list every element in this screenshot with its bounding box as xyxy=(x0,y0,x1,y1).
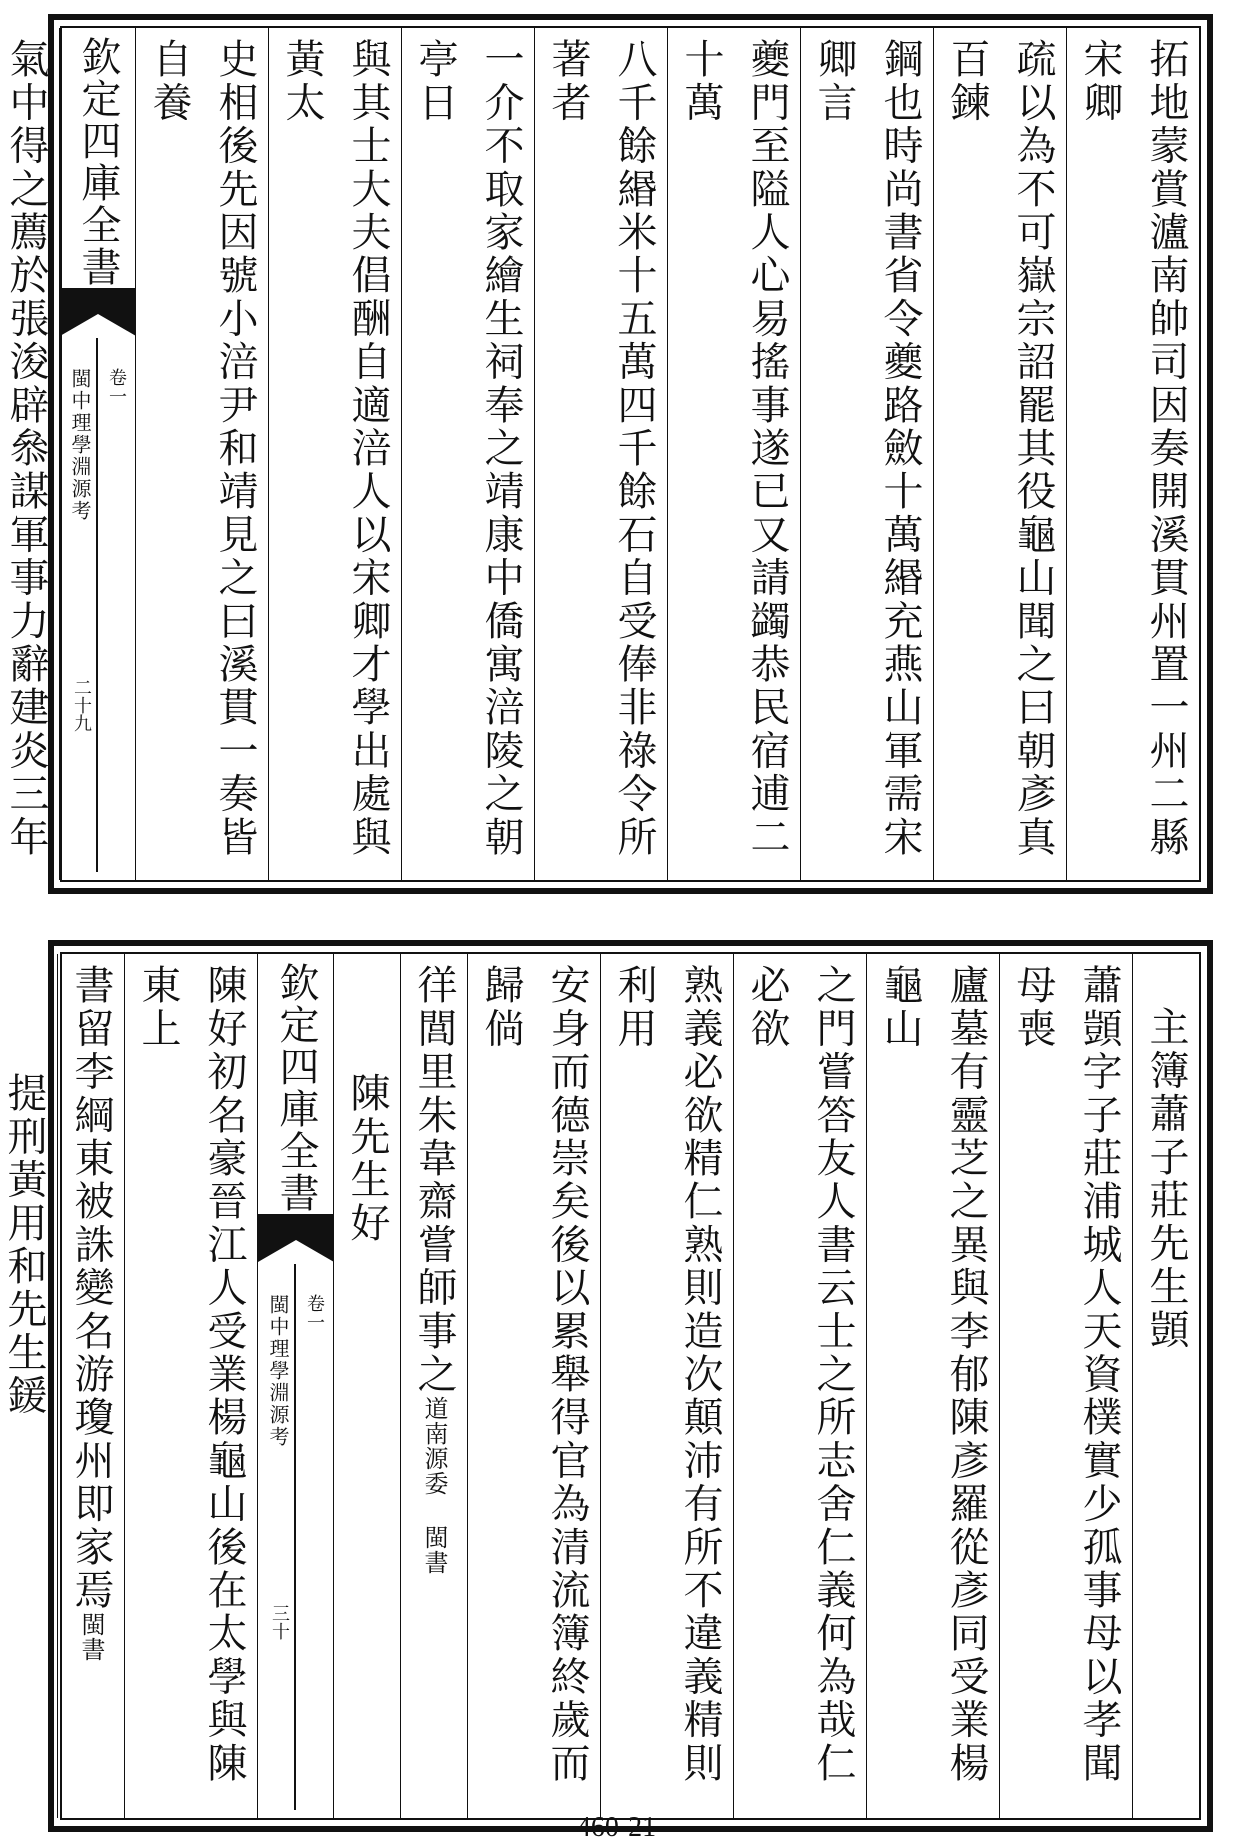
text-column: 書留李綱東被誅變名游瓊州即家焉閩書 xyxy=(57,954,124,1818)
gutter-book-title: 閩中理學淵源考 xyxy=(68,368,92,522)
top-page-frame xyxy=(3,26,1201,882)
text-column: 氣中得之薦於張浚辟叅謀軍事力辭建炎三年 xyxy=(0,28,59,880)
text-column: 之門嘗答友人書云士之所志舍仁義何為哉仁必欲 xyxy=(733,954,866,1818)
fishtail-mark-icon xyxy=(258,1214,334,1274)
text-column: 拓地蒙賞瀘南帥司因奏開溪貫州置一州二縣宋卿 xyxy=(1066,28,1199,880)
text-column: 熟義必欲精仁熟則造次顛沛有所不違義精則利用 xyxy=(600,954,733,1818)
text-column: 一介不取家繪生祠奉之靖康中僑寓涪陵之朝亭日 xyxy=(401,28,534,880)
text-column: 徉閭里朱韋齋嘗師事之道南源委 閩書 xyxy=(400,954,467,1818)
gutter-title: 欽定四庫全書 xyxy=(75,36,121,288)
bottom-page-frame xyxy=(1,952,1201,1820)
bottom-page xyxy=(1,940,1213,1832)
gutter-folio: 三十 xyxy=(269,1604,290,1640)
top-page xyxy=(3,14,1213,894)
text-column: 陳好初名豪晉江人受業楊龜山後在太學與陳東上 xyxy=(124,954,257,1818)
annotation: 閩書 xyxy=(77,1612,105,1662)
section-heading: 提刑黃用和先生鍰 xyxy=(0,954,57,1818)
gutter-rule xyxy=(294,1264,296,1810)
gutter-title: 欽定四庫全書 xyxy=(273,962,319,1214)
section-heading: 陳先生好 xyxy=(333,954,400,1818)
fishtail-mark-icon xyxy=(60,288,136,348)
gutter-volume: 卷一 xyxy=(304,1294,325,1332)
page-number: 460-21 xyxy=(576,1812,657,1843)
text-column: 蕭顗字子莊浦城人天資樸實少孤事母以孝聞母喪 xyxy=(999,954,1132,1818)
text-column: 廬墓有靈芝之異與李郁陳彥羅從彥同受業楊龜山 xyxy=(866,954,999,1818)
text-column: 疏以為不可嶽宗詔罷其役龜山聞之曰朝彥真百鍊 xyxy=(933,28,1066,880)
text-column: 史相後先因號小涪尹和靖見之曰溪貫一奏皆自養 xyxy=(135,28,268,880)
gutter-folio: 二十九 xyxy=(71,678,92,732)
text-column: 夔門至隘人心易搖事遂已又請蠲恭民宿逋二十萬 xyxy=(667,28,800,880)
center-gutter xyxy=(257,954,333,1818)
text-column: 安身而德崇矣後以累舉得官為清流簿終歲而歸倘 xyxy=(467,954,600,1818)
gutter-volume: 卷一 xyxy=(106,368,127,406)
text-column: 鋼也時尚書省令夔路斂十萬緡充燕山軍需宋卿言 xyxy=(800,28,933,880)
center-gutter xyxy=(59,28,135,880)
text-column: 八千餘緡米十五萬四千餘石自受俸非祿令所著者 xyxy=(534,28,667,880)
section-heading: 主簿蕭子莊先生顗 xyxy=(1132,954,1199,1818)
annotation: 道南源委 閩書 xyxy=(420,1396,448,1575)
gutter-rule xyxy=(96,338,98,872)
text-column: 與其士大夫倡酬自適涪人以宋卿才學出處與黃太 xyxy=(268,28,401,880)
gutter-book-title: 閩中理學淵源考 xyxy=(266,1294,290,1448)
